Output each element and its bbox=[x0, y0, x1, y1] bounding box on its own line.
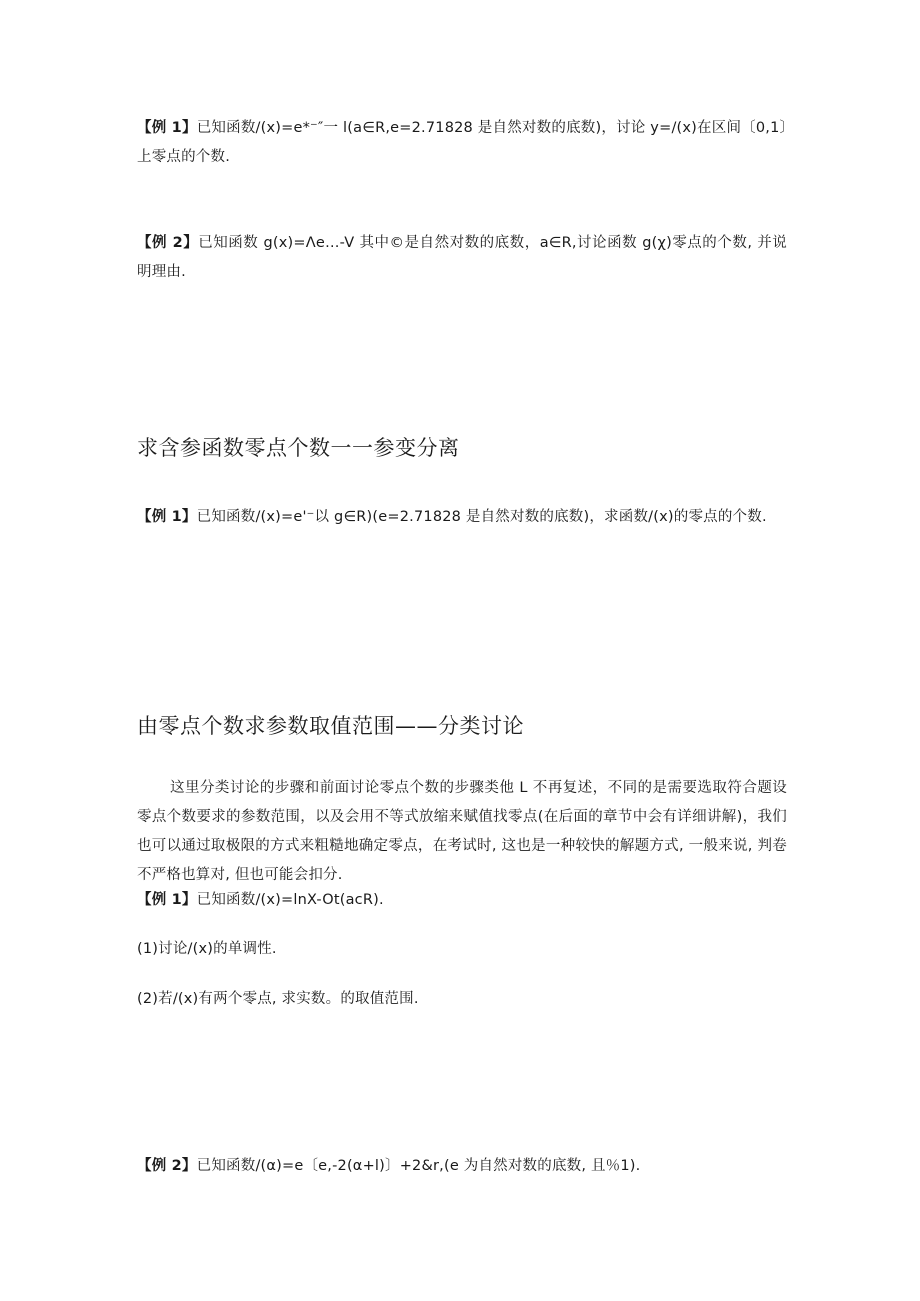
s2-example-1 bbox=[137, 503, 787, 532]
section-heading-parameter-separation: 求含参函数零点个数一一参变分离 bbox=[137, 436, 460, 460]
example-tag: 【例 2】 bbox=[137, 1158, 197, 1174]
s3-intro-paragraph: 这里分类讨论的步骤和前面讨论零点个数的步骤类他 L 不再复述，不同的是需要选取符合题设零点个数要求的参数范围，以及会用不等式放缩来赋值找零点(在后面的章节中会有详细讲解)，我们也可以通过取极限的方式来粗糙地确定零点，在考试时, 这也是一种较快的解题方式, 一般来说, 判卷不严格也算对, 但也可能会扣分. bbox=[137, 780, 787, 883]
s3-example-1 bbox=[137, 886, 787, 915]
s1-example-1 bbox=[137, 114, 787, 172]
s1-example-2 bbox=[137, 229, 787, 287]
example-text: 已知函数/(x)=lnX-Ot(acR). bbox=[196, 892, 384, 908]
example-tag: 【例 1】 bbox=[137, 892, 197, 908]
s3-example-2 bbox=[137, 1152, 787, 1181]
example-text: 已知函数 g(x)=Λe…-V 其中©是自然对数的底数，a∈R,讨论函数 g(χ)零点的个数, 并说明理由. bbox=[137, 235, 788, 280]
section-heading-case-discussion: 由零点个数求参数取值范围——分类讨论 bbox=[137, 714, 524, 738]
example-text: 已知函数/(x)=e'⁻以 g∈R)(e=2.71828 是自然对数的底数)，求函数/(x)的零点的个数. bbox=[196, 509, 767, 525]
example-text: 已知函数/(x)=e*⁻″一 l(a∈R,e=2.71828 是自然对数的底数)，讨论 y=/(x)在区间〔0,1〕上零点的个数. bbox=[137, 120, 787, 165]
example-tag: 【例 1】 bbox=[137, 509, 197, 525]
s3-example-1-part-1: (1)讨论/(x)的单调性. bbox=[137, 941, 277, 957]
example-text: 已知函数∕(α)=e〔e,-2(α+l)〕+2&r,(e 为自然对数的底数, 且％1). bbox=[196, 1158, 641, 1174]
example-tag: 【例 1】 bbox=[137, 120, 197, 136]
example-tag: 【例 2】 bbox=[137, 235, 199, 251]
s3-example-1-part-2: (2)若/(x)有两个零点, 求实数。的取值范围. bbox=[137, 991, 419, 1007]
